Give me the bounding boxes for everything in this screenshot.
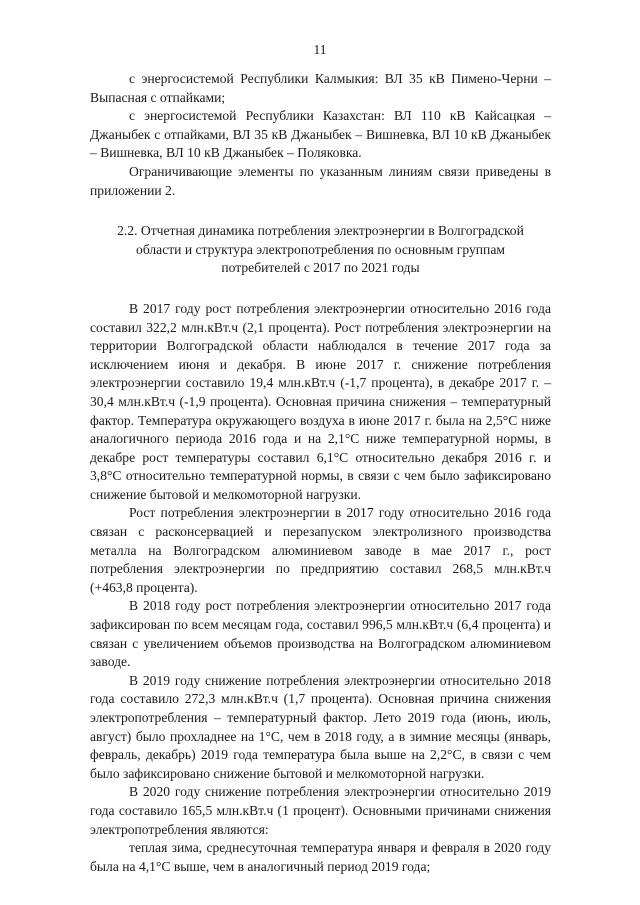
paragraph-limiting-elements: Ограничивающие элементы по указанным линиям связи приведены в приложении 2.: [90, 163, 551, 198]
paragraph-2020-decline: В 2020 году снижение потребления электроэнергии относительно 2019 года составило 165,5 млн.кВт.ч (1 процент). Основными причинами снижения электропотребления являются:: [90, 784, 551, 837]
paragraph-kazakhstan-link: с энергосистемой Республики Казахстан: ВЛ 110 кВ Кайсацкая – Джаныбек с отпайками, ВЛ 35 кВ Джаныбек – Вишневка, ВЛ 10 кВ Джаныбек – Вишневка, ВЛ 10 кВ Джаныбек – Поляковка.: [90, 108, 551, 161]
paragraph-2017-growth: В 2017 году рост потребления электроэнергии относительно 2016 года составил 322,2 млн.кВт.ч (2,1 процента). Рост потребления электроэнергии на территории Волгоградской области наблюдался в течение 2017 года за исключением июня и декабря. В июне 2017 г. снижение потребления электроэнергии составило 19,4 млн.кВт.ч (-1,7 процента), в декабре 2017 г. – 30,4 млн.кВт.ч (-1,9 процента). Основная причина снижения – температурный фактор. Температура окружающего воздуха в июне 2017 г. была на 2,5°С ниже аналогичного периода 2016 года и на 2,1°С ниже температурной нормы, в декабре рост температуры составил 6,1°С относительно декабря 2016 г. и 3,8°С относительно температурной нормы, в связи с чем было зафиксировано снижение бытовой и мелкомоторной нагрузки.: [90, 300, 551, 502]
paragraph-warm-winter: теплая зима, среднесуточная температура января и февраля в 2020 году была на 4,1°С выше, чем в аналогичный период 2019 года;: [90, 840, 551, 874]
page-number: 11: [313, 42, 327, 57]
section-heading-line-2: области и структура электропотребления по основным группам: [136, 241, 505, 257]
paragraph-2018-growth: В 2018 году рост потребления электроэнергии относительно 2017 года зафиксирован по всем месяцам года, составил 996,5 млн.кВт.ч (6,4 процента) и связан с увеличением объемов производства на Волгоградском алюминиевом заводе.: [90, 598, 551, 670]
document-body: [90, 70, 551, 876]
paragraph-2019-decline: В 2019 году снижение потребления электроэнергии относительно 2018 года составило 272,3 млн.кВт.ч (1,7 процента). Основная причина снижения электропотребления – температурный фактор. Лето 2019 года (июнь, июль, август) было прохладнее на 1°С, чем в 2018 году, а в зимние месяцы (январь, февраль, декабрь) 2019 года температура была выше на 2,2°С, в связи с чем было зафиксировано снижение бытовой и мелкомоторной нагрузки.: [90, 672, 551, 781]
section-heading-line-3: потребителей с 2017 по 2021 годы: [221, 260, 420, 276]
paragraph-kalmykia-link: с энергосистемой Республики Калмыкия: ВЛ 35 кВ Пимено-Черни – Выпасная с отпайками;: [90, 71, 551, 105]
section-heading: [90, 222, 551, 278]
section-heading-line-1: 2.2. Отчетная динамика потребления электроэнергии в Волгоградской: [117, 223, 524, 239]
paragraph-2017-aluminium: Рост потребления электроэнергии в 2017 году относительно 2016 года связан с расконсервацией и перезапуском электролизного производства металла на Волгоградском алюминиевом заводе в мае 2017 г., рост потребления электроэнергии по предприятию составил 268,5 млн.кВт.ч (+463,8 процента).: [90, 505, 551, 595]
